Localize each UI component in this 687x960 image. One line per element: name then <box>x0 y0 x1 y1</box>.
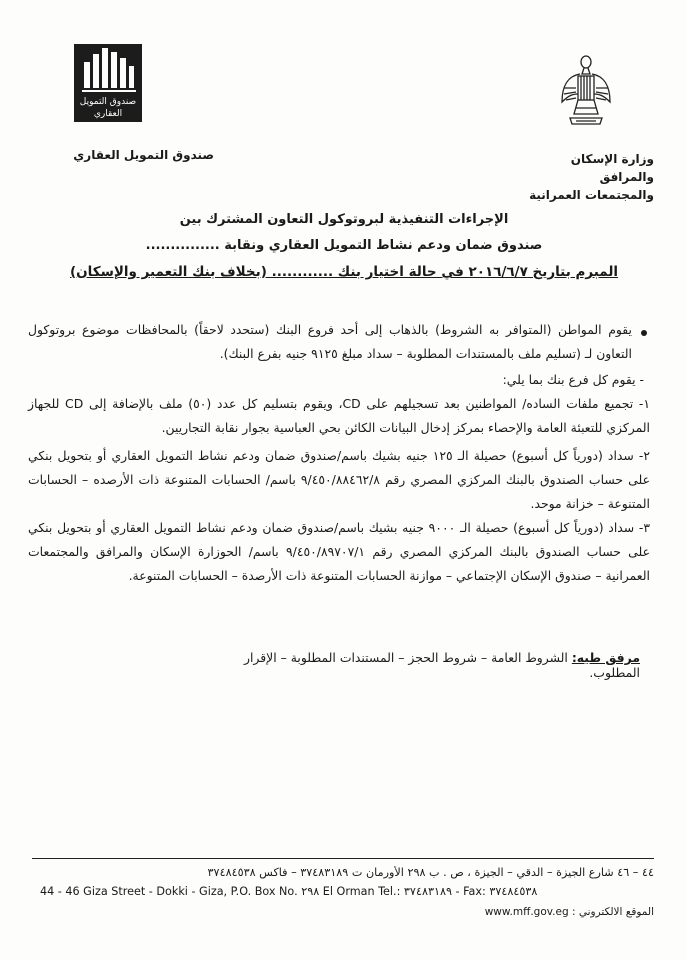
title-line-2: صندوق ضمان ودعم نشاط التمويل العقاري ونقابة ............... <box>145 238 543 253</box>
logo-text-1: صندوق التمويل <box>79 97 137 107</box>
bullet-icon <box>641 330 647 336</box>
header-right-org <box>520 150 654 204</box>
list-item-3: ٣- سداد (دورياً كل أسبوع) حصيلة الـ ٩٠٠٠ جنيه بشيك باسم/صندوق ضمان ودعم نشاط التمويل العقاري أو بتحويل بنكي على حساب الصندوق بالبنك المركزي المصري رقم ٩/٤٥٠/٨٩٧٠٧/١ باسم/ الحوزارة الإسكان والمرافق والمجتمعات العمرانية – صندوق الإسكان الإجتماعي – موازنة الحسابات المتنوعة ذات الأرصدة – الحسابات المتنوعة. <box>28 520 650 583</box>
header-left-org: صندوق التمويل العقاري <box>73 148 214 162</box>
eagle-emblem-icon <box>560 52 612 134</box>
ministry-line-1: وزارة الإسكان والمرافق <box>570 152 654 184</box>
footer-address-ar: ٤٤ – ٤٦ شارع الجيزة – الدقي – الجيزة ، ص . ب ٢٩٨ الأورمان ت ٣٧٤٨٣١٨٩ – فاكس ٣٧٤٨٤٥٣٨ <box>207 866 654 879</box>
list-item-1: ١- تجميع ملفات الساده/ المواطنين بعد تسجيلهم على CD، ويقوم بتسليم كل عدد (٥٠) ملف بالإضافة إلى CD للجهاز المركزي للتعبئة العامة والإحصاء بمركز إدخال البيانات الكائن بحي العباسية بجوار نقابة التجاريين. <box>28 396 651 435</box>
ministry-line-2: والمجتمعات العمرانية <box>529 188 654 202</box>
footer-divider <box>32 858 654 859</box>
attachments-line <box>200 650 640 680</box>
footer-address-en: 44 - 46 Giza Street - Dokki - Giza, P.O. Box No. ٢٩٨ El Orman Tel.: ٣٧٤٨٣١٨٩ - Fax: ٣٧٤٨٤٥٣٨ <box>40 885 538 898</box>
footer-website: www.mff.gov.eg : الموقع الالكتروني <box>484 906 654 918</box>
list-item-2: ٢- سداد (دورياً كل أسبوع) حصيلة الـ ١٢٥ جنيه بشيك باسم/صندوق ضمان ودعم نشاط التمويل العقاري أو بتحويل بنكي على حساب الصندوق بالبنك المركزي المصري رقم ٩/٤٥٠/٨٨٤٦٢/٨ باسم/ الحسابات المتنوعة ذات الأرصده – الحسابات المتنوعة – خزانة موحد. <box>28 448 650 511</box>
title-line-3: المبرم بتاريخ ٢٠١٦/٦/٧ في حالة اختيار بنك ............ (بخلاف بنك التعمير والإسكان) <box>69 264 619 280</box>
logo-text-2: العقاري <box>93 109 123 119</box>
bullet-paragraph: يقوم المواطن (المتوافر به الشروط) بالذهاب إلى أحد فروع البنك (ستحدد لاحقاً) بالمحافظات موضوع بروتوكول التعاون لـ (تسليم ملف بالمستندات المطلوبة – سداد مبلغ ٩١٢٥ جنيه بفرع البنك). <box>28 322 632 361</box>
attachments-text: الشروط العامة – شروط الحجز – المستندات المطلوبة – الإقرار المطلوب. <box>243 650 640 680</box>
intro-line: - يقوم كل فرع بنك بما يلي: <box>502 372 644 387</box>
title-line-1: الإجراءات التنفيذية لبروتوكول التعاون المشترك بين <box>179 212 509 227</box>
attachments-label: مرفق طيه: <box>571 650 640 665</box>
fund-logo <box>74 44 142 122</box>
